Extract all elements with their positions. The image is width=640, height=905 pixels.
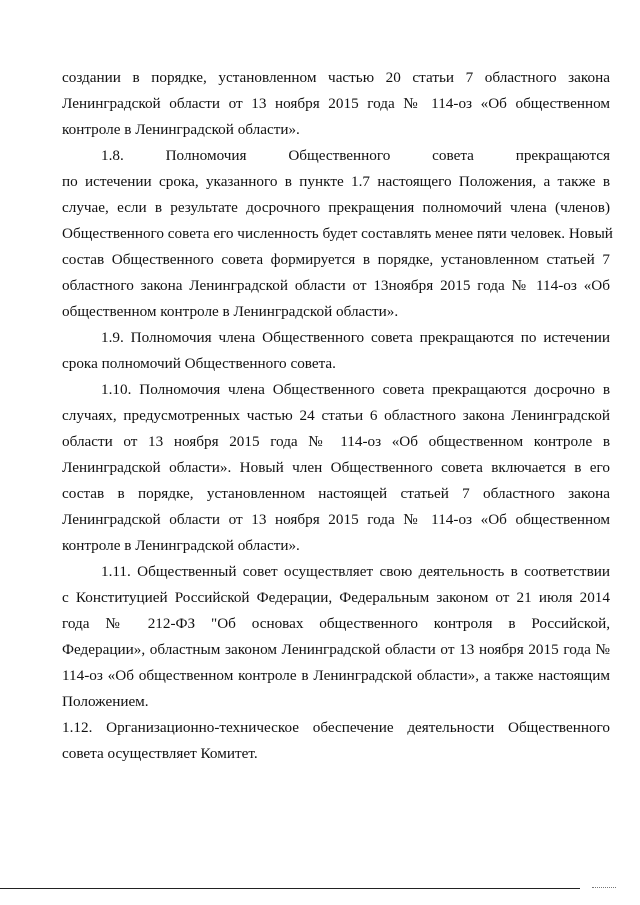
paragraph-1-8-start: 1.8. Полномочия Общественного совета прекращаются [101,147,610,164]
text-line: случае, если в результате досрочного прекращения полномочий члена (членов) [62,199,610,216]
text-line: контроле в Ленинградской области». [62,537,300,554]
text-line: создании в порядке, установленном частью 20 статьи 7 областного закона [62,69,610,86]
text-line: года № 212-ФЗ "Об основах общественного контроля в Российской, [62,615,610,632]
text-line: Ленинградской области от 13 ноября 2015 года № 114-оз «Об общественном [62,95,610,112]
text-line: 114-оз «Об общественном контроле в Ленинградской области», а также настоящим [62,667,610,684]
paragraph-1-10-start: 1.10. Полномочия члена Общественного совета прекращаются досрочно в [101,381,610,398]
text-line: Общественного совета его численность будет составлять менее пяти человек. Новый [62,225,613,242]
paragraph-1-12-start: 1.12. Организационно-техническое обеспечение деятельности Общественного [62,719,610,736]
text-line: областного закона Ленинградской области от 13ноября 2015 года № 114-оз «Об [62,277,610,294]
text-line: Ленинградской области от 13 ноября 2015 года № 114-оз «Об общественном [62,511,610,528]
text-line: совета осуществляет Комитет. [62,745,258,762]
text-line: состав Общественного совета формируется в порядке, установленном статьей 7 [62,251,610,268]
text-line: области от 13 ноября 2015 года № 114-оз «Об общественном контроле в [62,433,610,450]
text-line: по истечении срока, указанного в пункте 1.7 настоящего Положения, а также в [62,173,610,190]
text-line: с Конституцией Российской Федерации, Федеральным законом от 21 июля 2014 [62,589,610,606]
paragraph-1-11-start: 1.11. Общественный совет осуществляет свою деятельность в соответствии [101,563,610,580]
text-line: состав в порядке, установленном настоящей статьей 7 областного закона [62,485,610,502]
bottom-rule [0,888,580,889]
text-line: Федерации», областным законом Ленинградской области от 13 ноября 2015 года № [62,641,610,658]
text-line: Ленинградской области». Новый член Общественного совета включается в его [62,459,610,476]
text-line: общественном контроле в Ленинградской области». [62,303,399,320]
text-line: контроле в Ленинградской области». [62,121,300,138]
paragraph-1-9-start: 1.9. Полномочия члена Общественного совета прекращаются по истечении [101,329,610,346]
text-line: Положением. [62,693,149,710]
bottom-rule-dots [592,887,616,888]
text-line: случаях, предусмотренных частью 24 статьи 6 областного закона Ленинградской [62,407,610,424]
text-line: срока полномочий Общественного совета. [62,355,336,372]
